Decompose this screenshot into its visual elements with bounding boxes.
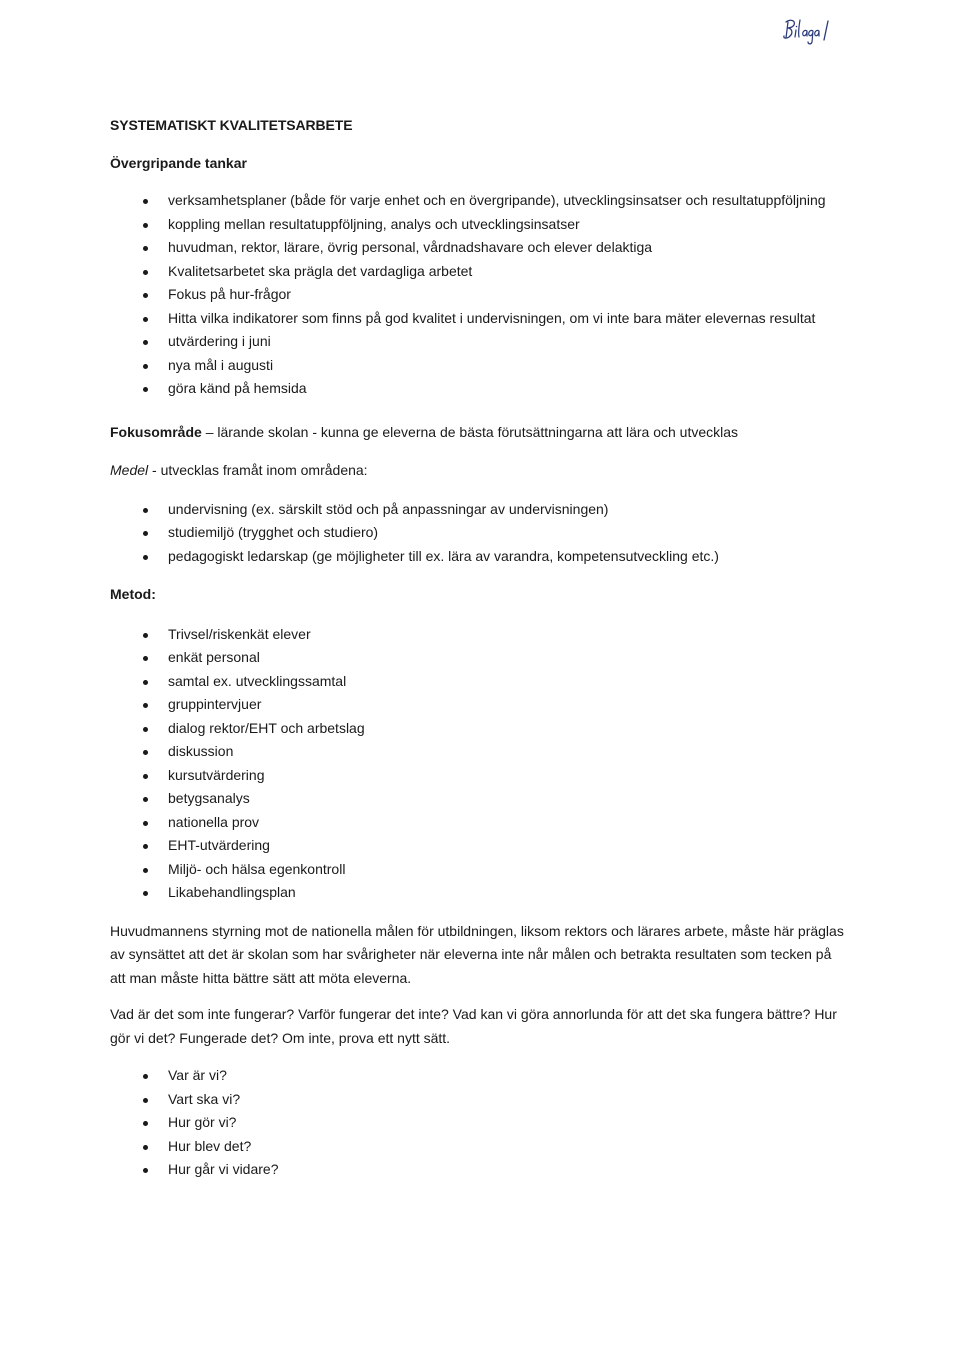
paragraph-questions: Vad är det som inte fungerar? Varför fungerar det inte? Vad kan vi göra annorlunda för att det ska fungera bättre? Hur gör vi det? Fungerade det? Om inte, prova ett nytt sätt. [110, 1006, 837, 1046]
method-item: Trivsel/riskenkät elever [168, 623, 850, 647]
means-line [110, 459, 850, 483]
method-heading: Metod: [110, 586, 156, 602]
means-text: - utvecklas framåt inom områdena: [148, 462, 368, 478]
method-item: nationella prov [168, 811, 850, 835]
focus-area-line [110, 421, 850, 445]
means-label: Medel [110, 462, 149, 478]
means-item: studiemiljö (trygghet och studiero) [168, 521, 850, 545]
means-list [110, 498, 850, 569]
overview-list [110, 189, 850, 401]
overview-heading: Övergripande tankar [110, 154, 247, 171]
method-item: Likabehandlingsplan [168, 881, 850, 905]
handwritten-annotation [780, 14, 830, 50]
focus-area-text: – lärande skolan - kunna ge eleverna de bästa förutsättningarna att lära och utvecklas [201, 423, 739, 440]
focus-area-label: Fokusområde [110, 423, 202, 440]
question-item: Hur gör vi? [168, 1111, 850, 1135]
question-item: Hur blev det? [168, 1135, 850, 1159]
method-item: Miljö- och hälsa egenkontroll [168, 858, 850, 882]
question-item: Var är vi? [168, 1064, 850, 1088]
overview-item: Hitta vilka indikatorer som finns på god kvalitet i undervisningen, om vi inte bara mäter elevernas resultat [168, 307, 850, 331]
document-title: SYSTEMATISKT KVALITETSARBETE [110, 117, 353, 133]
method-item: samtal ex. utvecklingssamtal [168, 670, 850, 694]
question-item: Vart ska vi? [168, 1088, 850, 1112]
method-item: kursutvärdering [168, 764, 850, 788]
overview-item: Fokus på hur-frågor [168, 283, 850, 307]
overview-item: verksamhetsplaner (både för varje enhet och en övergripande), utvecklingsinsatser och resultatuppföljning [168, 189, 850, 213]
means-item: undervisning (ex. särskilt stöd och på anpassningar av undervisningen) [168, 498, 850, 522]
method-item: gruppintervjuer [168, 693, 850, 717]
handwritten-bilaga-signature [780, 14, 830, 50]
means-item: pedagogiskt ledarskap (ge möjligheter till ex. lära av varandra, kompetensutveckling etc.) [168, 545, 850, 569]
document-body [110, 114, 850, 1182]
overview-item: göra känd på hemsida [168, 377, 850, 401]
method-item: enkät personal [168, 646, 850, 670]
method-list [110, 623, 850, 905]
paragraph-governance: Huvudmannens styrning mot de nationella målen för utbildningen, liksom rektors och lärares arbete, måste här präglas av synsättet att det är skolan som har svårigheter när eleverna inte når målen och betrakta resultaten som tecken på att man måste hitta bättre sätt att möta eleverna. [110, 922, 844, 986]
overview-item: koppling mellan resultatuppföljning, analys och utvecklingsinsatser [168, 213, 850, 237]
overview-item: utvärdering i juni [168, 330, 850, 354]
method-item: betygsanalys [168, 787, 850, 811]
overview-item: Kvalitetsarbetet ska prägla det vardagliga arbetet [168, 260, 850, 284]
question-item: Hur går vi vidare? [168, 1158, 850, 1182]
overview-item: huvudman, rektor, lärare, övrig personal, vårdnadshavare och elever delaktiga [168, 236, 850, 260]
method-item: dialog rektor/EHT och arbetslag [168, 717, 850, 741]
questions-list [110, 1064, 850, 1182]
method-item: EHT-utvärdering [168, 834, 850, 858]
method-item: diskussion [168, 740, 850, 764]
overview-item: nya mål i augusti [168, 354, 850, 378]
